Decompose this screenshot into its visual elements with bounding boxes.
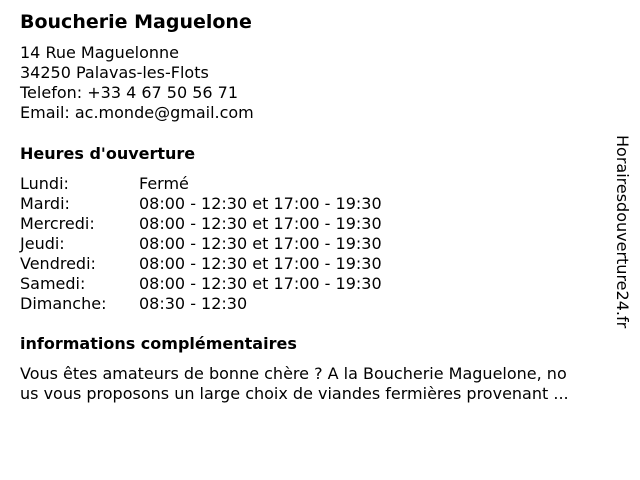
opening-hours-table	[20, 174, 382, 314]
hours-row	[20, 194, 382, 214]
hours-row	[20, 174, 382, 194]
hours-time: 08:30 - 12:30	[139, 294, 248, 313]
hours-row	[20, 234, 382, 254]
description-line: Vous êtes amateurs de bonne chère ? A la Boucherie Maguelone, no	[20, 364, 567, 383]
business-description	[20, 364, 620, 404]
hours-time: 08:00 - 12:30 et 17:00 - 19:30	[139, 234, 382, 253]
additional-info-heading: informations complémentaires	[20, 334, 297, 353]
business-name: Boucherie Maguelone	[20, 11, 252, 33]
site-watermark: Horairesdouverture24.fr	[613, 135, 632, 329]
hours-time: Fermé	[139, 174, 189, 193]
hours-day: Dimanche:	[20, 294, 107, 313]
hours-row	[20, 214, 382, 234]
hours-row	[20, 274, 382, 294]
hours-row	[20, 294, 382, 314]
street-address: 14 Rue Maguelonne	[20, 43, 180, 62]
hours-row	[20, 254, 382, 274]
hours-time: 08:00 - 12:30 et 17:00 - 19:30	[139, 254, 382, 273]
opening-hours-heading: Heures d'ouverture	[20, 144, 196, 163]
hours-day: Jeudi:	[20, 234, 65, 253]
contact-block	[20, 43, 254, 123]
hours-day: Mardi:	[20, 194, 70, 213]
phone-number: Telefon: +33 4 67 50 56 71	[20, 83, 239, 102]
hours-time: 08:00 - 12:30 et 17:00 - 19:30	[139, 194, 382, 213]
description-line: us vous proposons un large choix de viandes fermières provenant ...	[20, 384, 569, 403]
hours-day: Samedi:	[20, 274, 86, 293]
hours-day: Vendredi:	[20, 254, 96, 273]
email-address: Email: ac.monde@gmail.com	[20, 103, 254, 122]
postal-city: 34250 Palavas-les-Flots	[20, 63, 209, 82]
hours-day: Mercredi:	[20, 214, 95, 233]
hours-time: 08:00 - 12:30 et 17:00 - 19:30	[139, 274, 382, 293]
hours-time: 08:00 - 12:30 et 17:00 - 19:30	[139, 214, 382, 233]
hours-day: Lundi:	[20, 174, 69, 193]
